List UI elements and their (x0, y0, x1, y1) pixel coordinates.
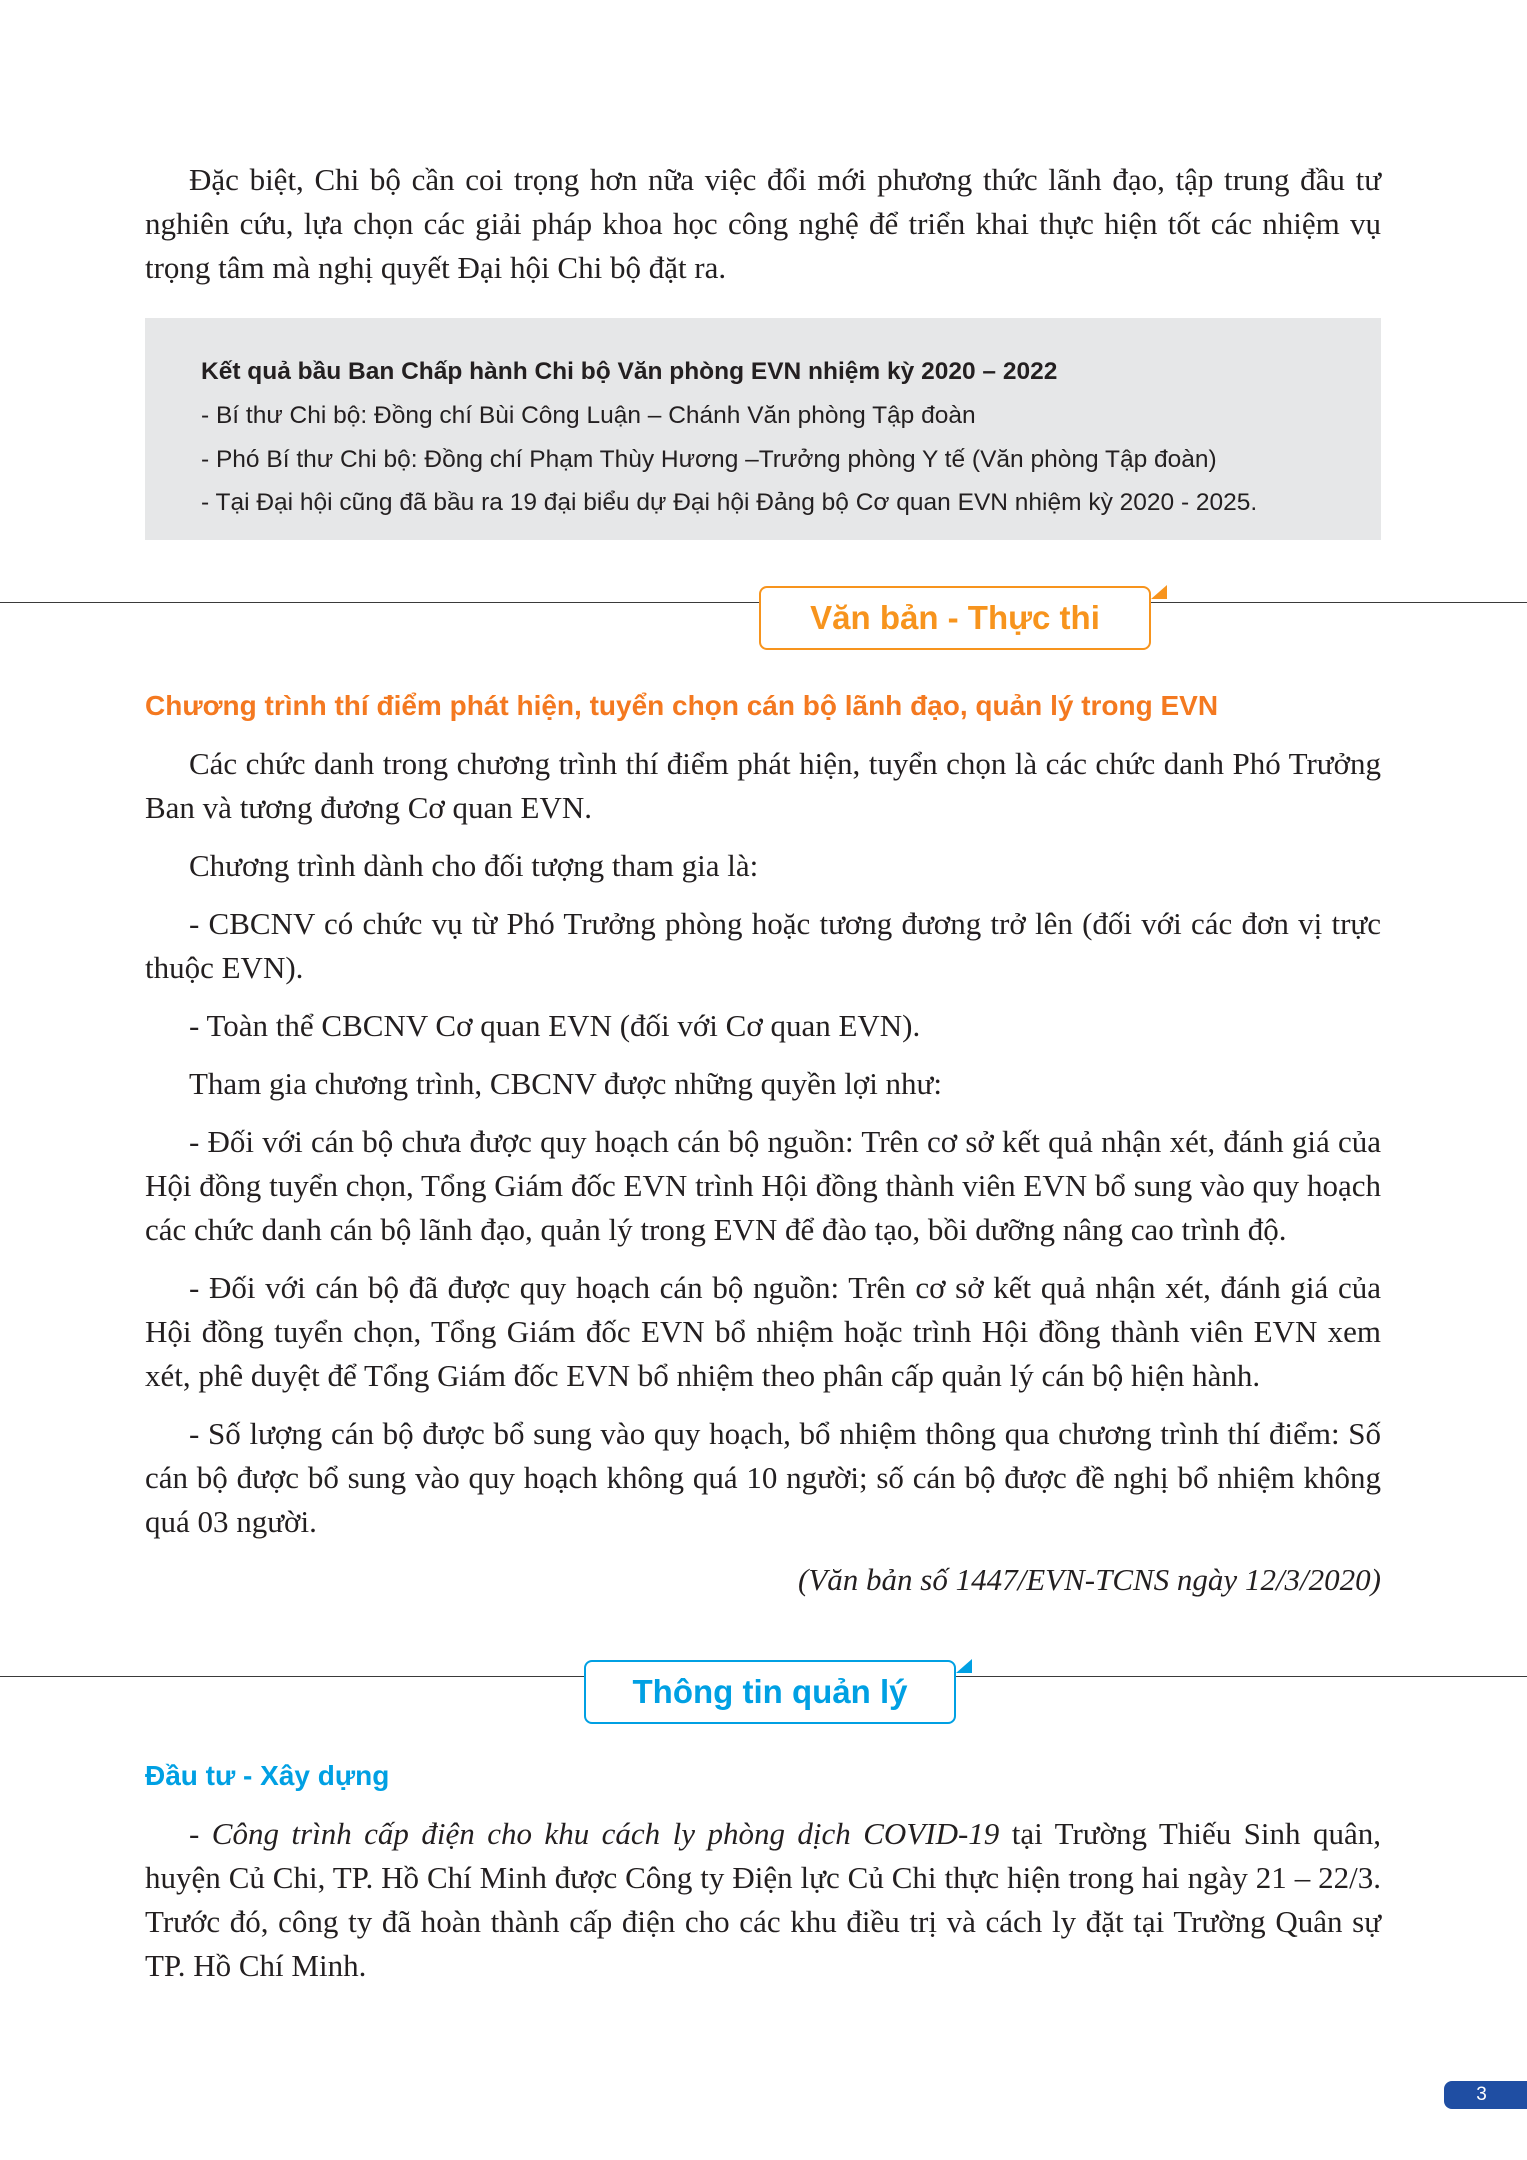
election-result-title: Kết quả bầu Ban Chấp hành Chi bộ Văn phòng EVN nhiệm kỳ 2020 – 2022 (201, 358, 1058, 385)
intro-block (145, 158, 1381, 290)
section1-body (145, 742, 1381, 1602)
body-bullet: - Đối với cán bộ đã được quy hoạch cán bộ nguồn: Trên cơ sở kết quả nhận xét, đánh giá của Hội đồng tuyển chọn, Tổng Giám đốc EVN bổ nhiệm hoặc trình Hội đồng thành viên EVN xem xét, phê duyệt để Tổng Giám đốc EVN bổ nhiệm theo phân cấp quản lý cán bộ hiện hành. (145, 1270, 1381, 1393)
intro-paragraph: Đặc biệt, Chi bộ cần coi trọng hơn nữa việc đổi mới phương thức lãnh đạo, tập trung đầu tư nghiên cứu, lựa chọn các giải pháp khoa học công nghệ để triển khai thực hiện tốt các nhiệm vụ trọng tâm mà nghị quyết Đại hội Chi bộ đặt ra. (145, 162, 1381, 285)
document-source: (Văn bản số 1447/EVN-TCNS ngày 12/3/2020) (798, 1562, 1381, 1597)
body-bullet: - Toàn thể CBCNV Cơ quan EVN (đối với Cơ quan EVN). (189, 1008, 921, 1043)
body-paragraph: Các chức danh trong chương trình thí điểm phát hiện, tuyển chọn là các chức danh Phó Trưởng Ban và tương đương Cơ quan EVN. (145, 746, 1381, 825)
section2-body (145, 1812, 1381, 1988)
project-description: tại Trường Thiếu Sinh quân, huyện Củ Chi, TP. Hồ Chí Minh được Công ty Điện lực Củ Chi thực hiện trong hai ngày 21 – 22/3. Trước đó, công ty đã hoàn thành cấp điện cho các khu điều trị và cách ly đặt tại Trường Quân sự TP. Hồ Chí Minh. (145, 1816, 1381, 1983)
body-bullet: - Đối với cán bộ chưa được quy hoạch cán bộ nguồn: Trên cơ sở kết quả nhận xét, đánh giá của Hội đồng tuyển chọn, Tổng Giám đốc EVN trình Hội đồng thành viên EVN bổ sung vào quy hoạch các chức danh cán bộ lãnh đạo, quản lý trong EVN để đào tạo, bồi dưỡng nâng cao trình độ. (145, 1124, 1381, 1247)
body-bullet: - CBCNV có chức vụ từ Phó Trưởng phòng hoặc tương đương trở lên (đối với các đơn vị trực thuộc EVN). (145, 906, 1381, 985)
section1-heading: Chương trình thí điểm phát hiện, tuyển chọn cán bộ lãnh đạo, quản lý trong EVN (145, 690, 1219, 721)
section-tag-label: Văn bản - Thực thi (810, 599, 1100, 636)
body-paragraph: Chương trình dành cho đối tượng tham gia là: (189, 848, 759, 883)
project-name: - Công trình cấp điện cho khu cách ly phòng dịch COVID-19 (189, 1816, 1000, 1851)
election-result-line: - Phó Bí thư Chi bộ: Đồng chí Phạm Thùy Hương –Trưởng phòng Y tế (Văn phòng Tập đoàn) (201, 445, 1217, 473)
section-tag-thong-tin (584, 1660, 956, 1724)
body-paragraph (145, 1812, 1381, 1988)
section2-heading: Đầu tư - Xây dựng (145, 1760, 390, 1791)
body-bullet: - Số lượng cán bộ được bổ sung vào quy hoạch, bổ nhiệm thông qua chương trình thí điểm: Số cán bộ được bổ sung vào quy hoạch không quá 10 người; số cán bộ được đề nghị bổ nhiệm không quá 03 người. (145, 1416, 1381, 1539)
election-result-line: - Bí thư Chi bộ: Đồng chí Bùi Công Luận – Chánh Văn phòng Tập đoàn (201, 402, 976, 429)
page-number: 3 (1444, 2081, 1527, 2109)
section-tag-van-ban (759, 586, 1151, 650)
section-tag-label: Thông tin quản lý (632, 1673, 908, 1710)
election-result-box (145, 318, 1381, 540)
body-paragraph: Tham gia chương trình, CBCNV được những quyền lợi như: (189, 1066, 942, 1101)
election-result-line: - Tại Đại hội cũng đã bầu ra 19 đại biểu dự Đại hội Đảng bộ Cơ quan EVN nhiệm kỳ 2020 - 2025. (201, 489, 1258, 516)
